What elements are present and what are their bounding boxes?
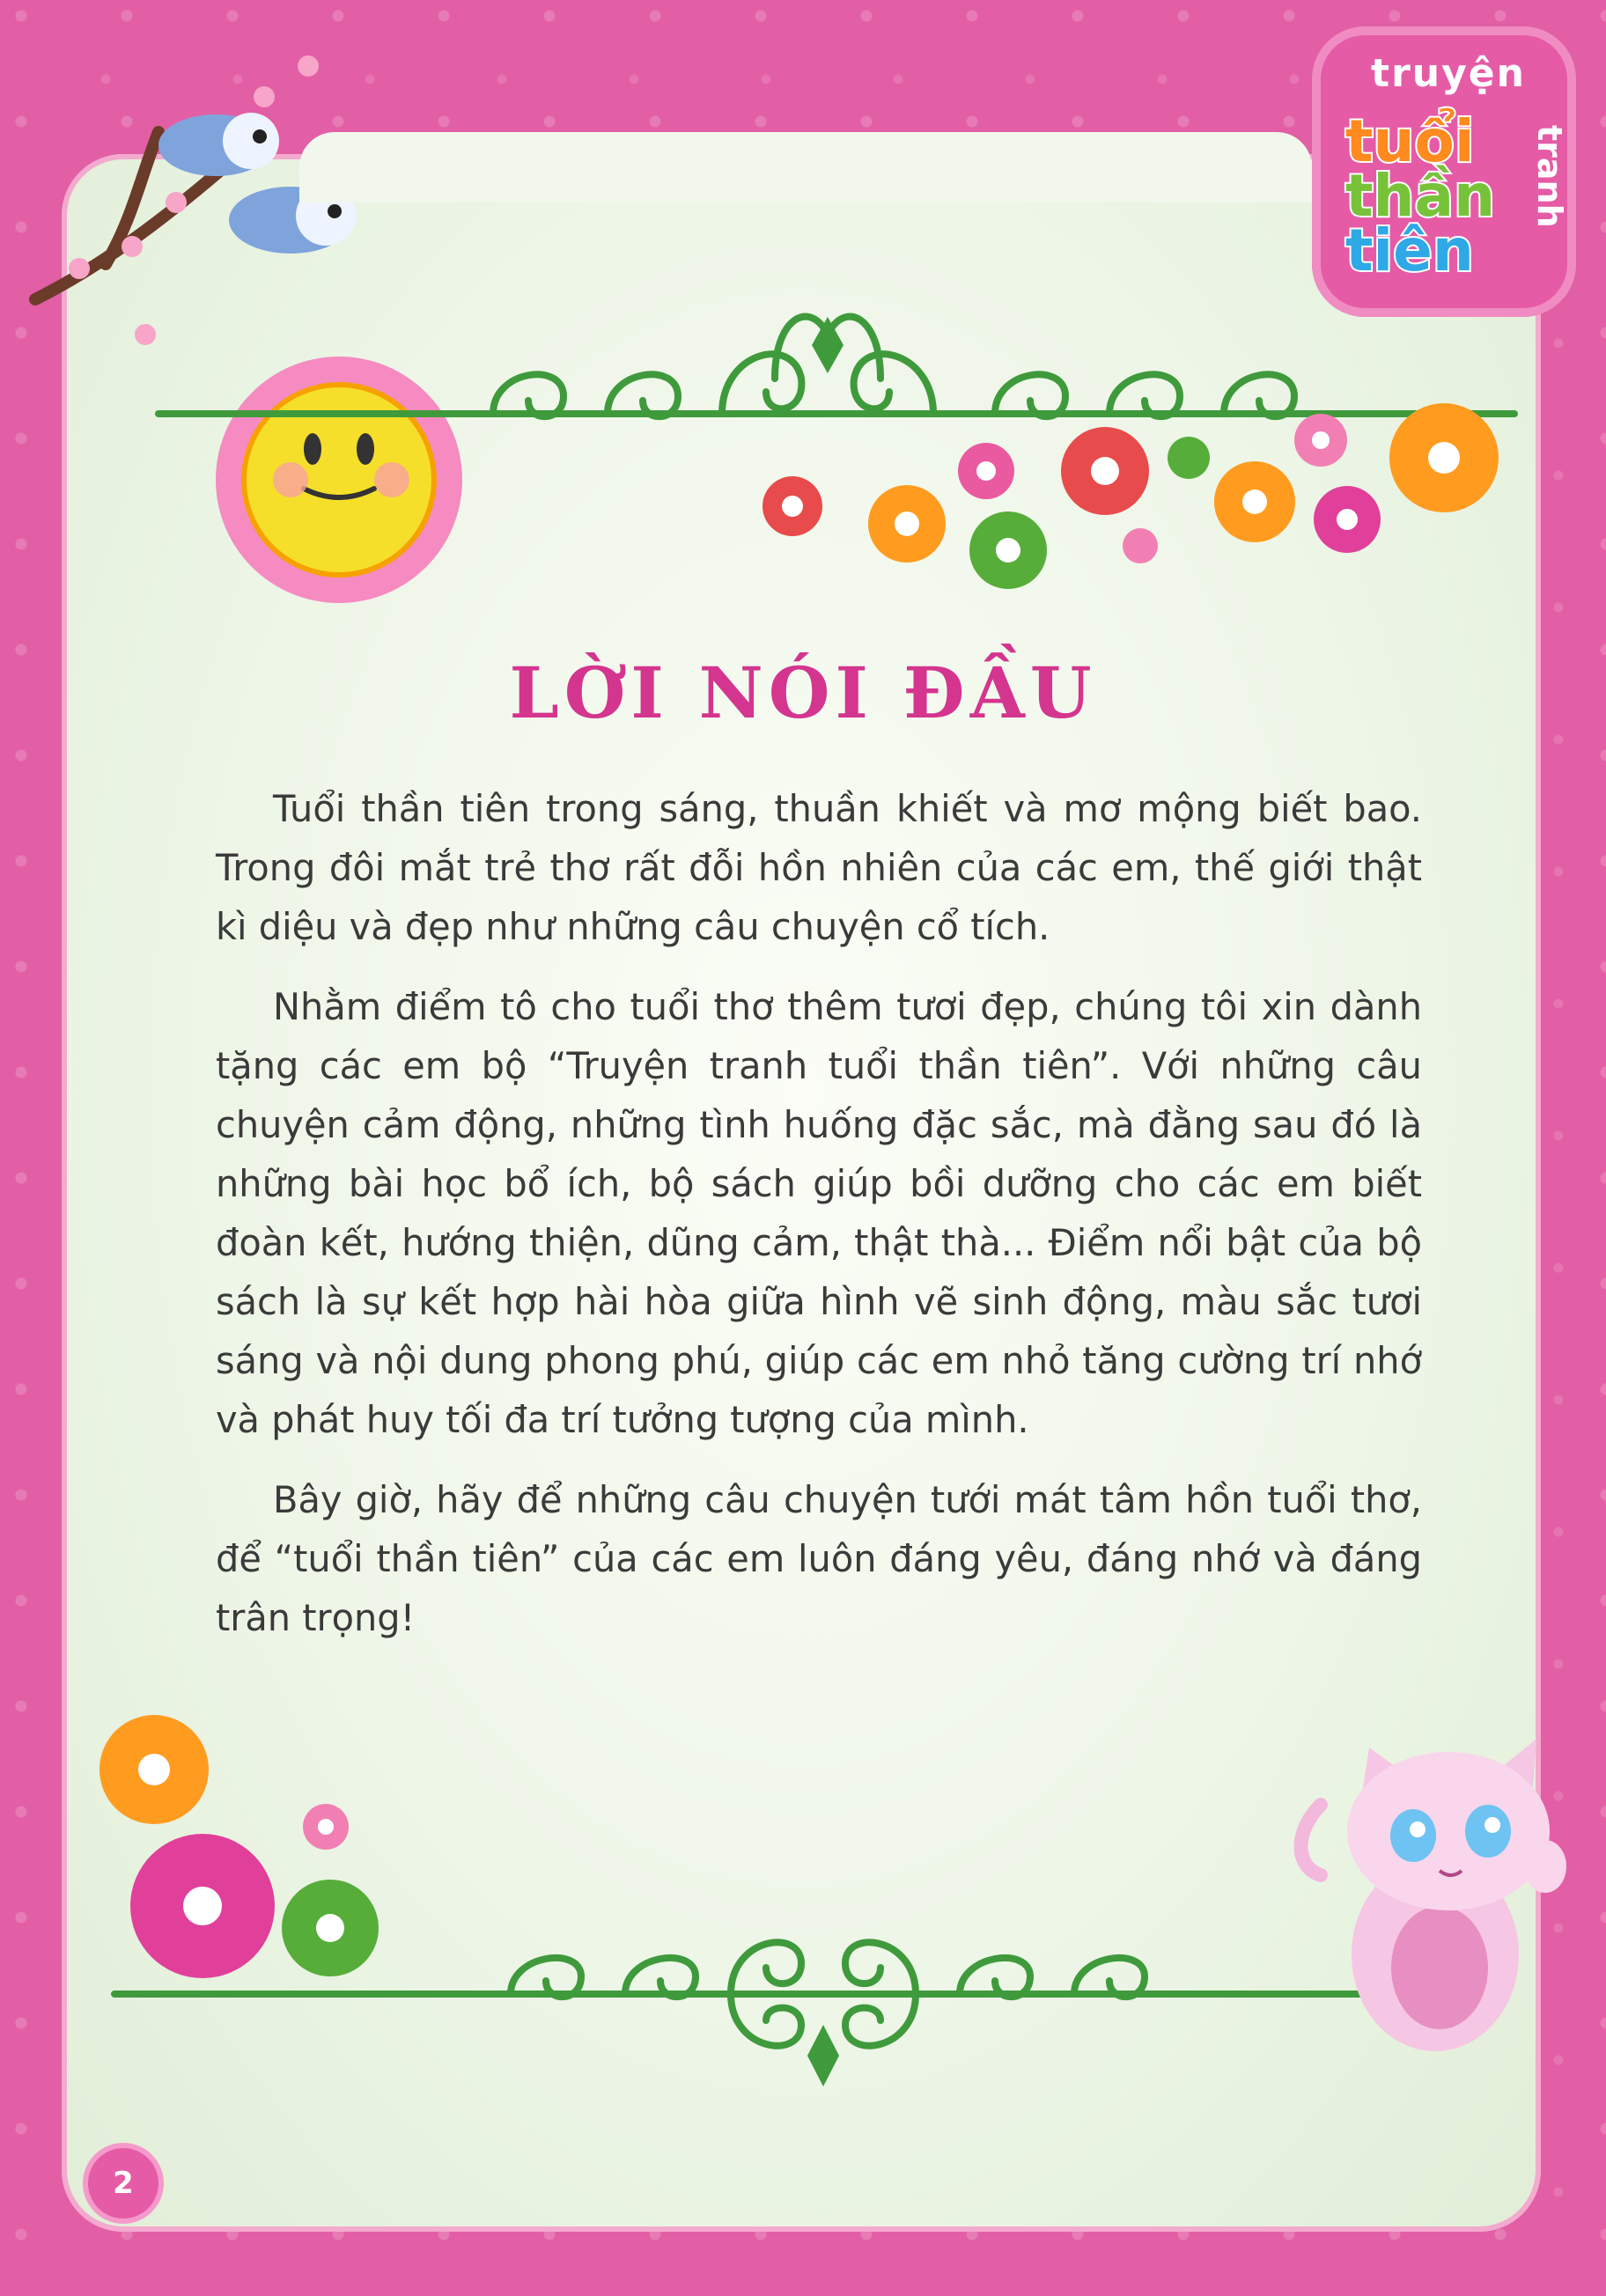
sun-illustration [216,357,462,603]
paragraph-1: Tuổi thần tiên trong sáng, thuần khiết và mơ mộng biết bao. Trong đôi mắt trẻ thơ rất đỗi hồn nhiên của các em, thế giới thật kì diệu và đẹp như những câu chuyện cổ tích. [216,787,1422,948]
logo-main-words [1345,107,1521,284]
page-title: LỜI NÓI ĐẦU [509,651,1097,734]
series-logo [1312,26,1576,317]
logo-side-word: tranh [1530,125,1569,228]
bottom-vine-diamond-icon [807,2025,839,2086]
bottom-flowers [99,1715,379,1978]
logo-word-3: tiên [1345,217,1474,284]
top-flowers [762,403,1499,589]
card-notch [299,132,1312,202]
logo-word-1: tuổi [1345,107,1475,175]
logo-word-2: thần [1345,162,1496,230]
cat-illustration [1301,1739,1567,2051]
logo-top-word: truyện [1371,51,1526,96]
page-number: 2 [88,2148,158,2219]
paragraph-3: Bây giờ, hãy để những câu chuyện tưới mát tâm hồn tuổi thơ, để “tuổi thần tiên” của các em luôn đáng yêu, đáng nhớ và đáng trân trọng! [216,1478,1422,1639]
paragraph-2: Nhằm điểm tô cho tuổi thơ thêm tươi đẹp, chúng tôi xin dành tặng các em bộ “Truyện tranh tuổi thần tiên”. Với những câu chuyện cảm động, những tình huống đặc sắc, mà đằng sau đó là những bài học bổ ích, bộ sách giúp bồi dưỡng cho các em biết đoàn kết, hướng thiện, dũng cảm, thật thà... Điểm nổi bật của bộ sách là sự kết hợp hài hòa giữa hình vẽ sinh động, màu sắc tươi sáng và nội dung phong phú, giúp các em nhỏ tăng cường trí nhớ và phát huy tối đa trí tưởng tượng của mình. [216,985,1422,1441]
vine-diamond-icon [812,317,844,373]
preface-body [216,779,1422,1668]
